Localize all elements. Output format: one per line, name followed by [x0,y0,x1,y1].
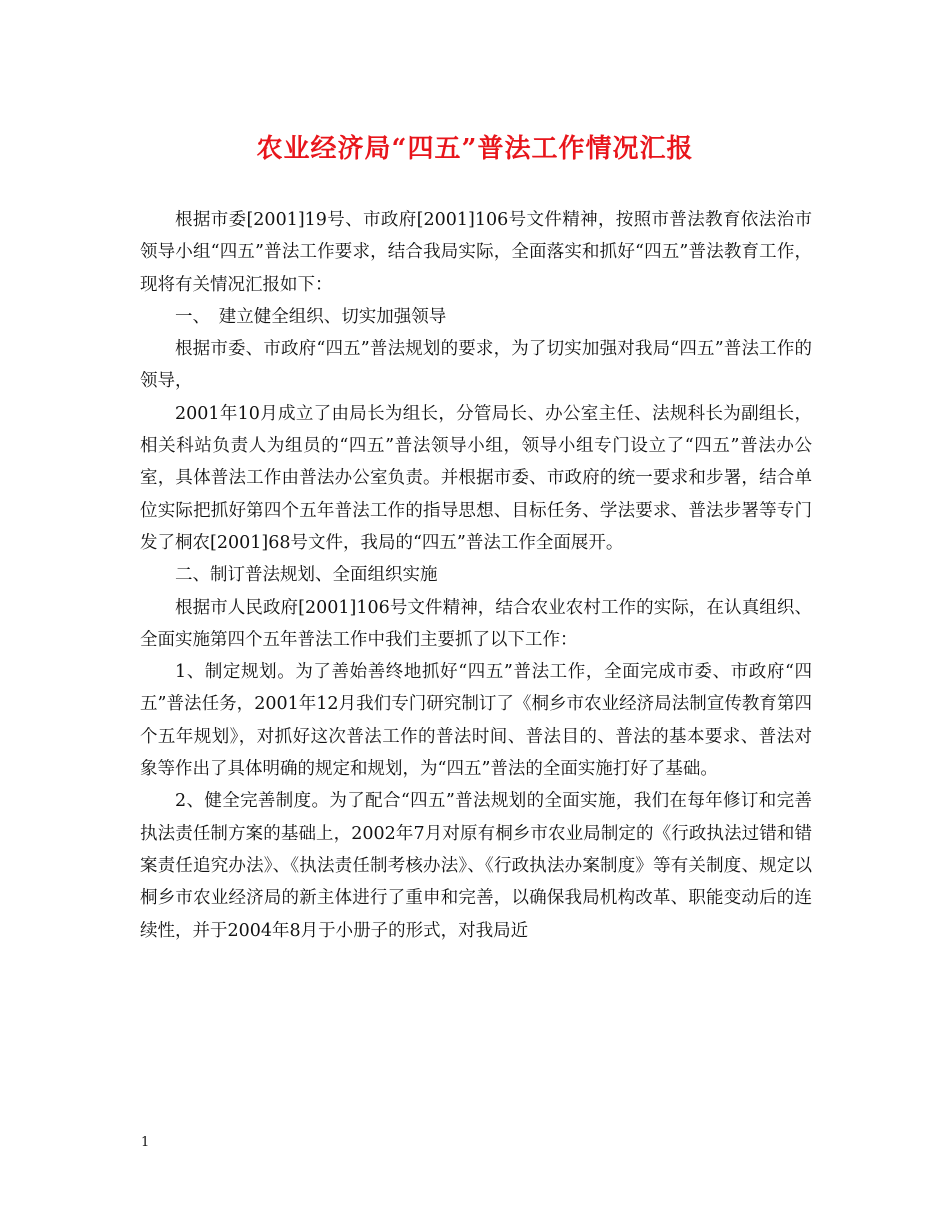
section-heading-1: 一、 建立健全组织、切实加强领导 [175,306,447,327]
section-heading-2: 二、制订普法规划、全面组织实施 [175,565,438,586]
paragraph: 根据市委、市政府“四五”普法规划的要求，为了切实加强对我局“四五”普法工作的领导， [140,339,812,392]
page-number: 1 [141,1135,150,1150]
document-body [140,204,812,947]
paragraph: 2001年10月成立了由局长为组长，分管局长、办公室主任、法规科长为副组长，相关科站负责人为组员的“四五”普法领导小组，领导小组专门设立了“四五”普法办公室，具体普法工作由普法办公室负责。并根据市委、市政府的统一要求和步署，结合单位实际把抓好第四个五年普法工作的指导思想、目标任务、学法要求、普法步署等专门发了桐农[2001]68号文件，我局的“四五”普法工作全面展开。 [140,403,812,553]
document-title: 农业经济局“四五”普法工作情况汇报 [256,134,694,164]
paragraph: 1、制定规划。为了善始善终地抓好“四五”普法工作，全面完成市委、市政府“四五”普法任务，2001年12月我们专门研究制订了《桐乡市农业经济局法制宣传教育第四个五年规划》，对抓好这次普法工作的普法时间、普法目的、普法的基本要求、普法对象等作出了具体明确的规定和规划，为“四五”普法的全面实施打好了基础。 [140,662,812,780]
paragraph-intro: 根据市委[2001]19号、市政府[2001]106号文件精神，按照市普法教育依法治市领导小组“四五”普法工作要求，结合我局实际，全面落实和抓好“四五”普法教育工作，现将有关情况汇报如下： [140,210,812,295]
paragraph: 2、健全完善制度。为了配合“四五”普法规划的全面实施，我们在每年修订和完善执法责任制方案的基础上，2002年7月对原有桐乡市农业局制定的《行政执法过错和错案责任追究办法》、《执法责任制考核办法》、《行政执法办案制度》等有关制度、规定以桐乡市农业经济局的新主体进行了重申和完善，以确保我局机构改革、职能变动后的连续性，并于2004年8月于小册子的形式，对我局近 [140,791,812,941]
paragraph: 根据市人民政府[2001]106号文件精神，结合农业农村工作的实际，在认真组织、全面实施第四个五年普法工作中我们主要抓了以下工作： [140,597,812,650]
